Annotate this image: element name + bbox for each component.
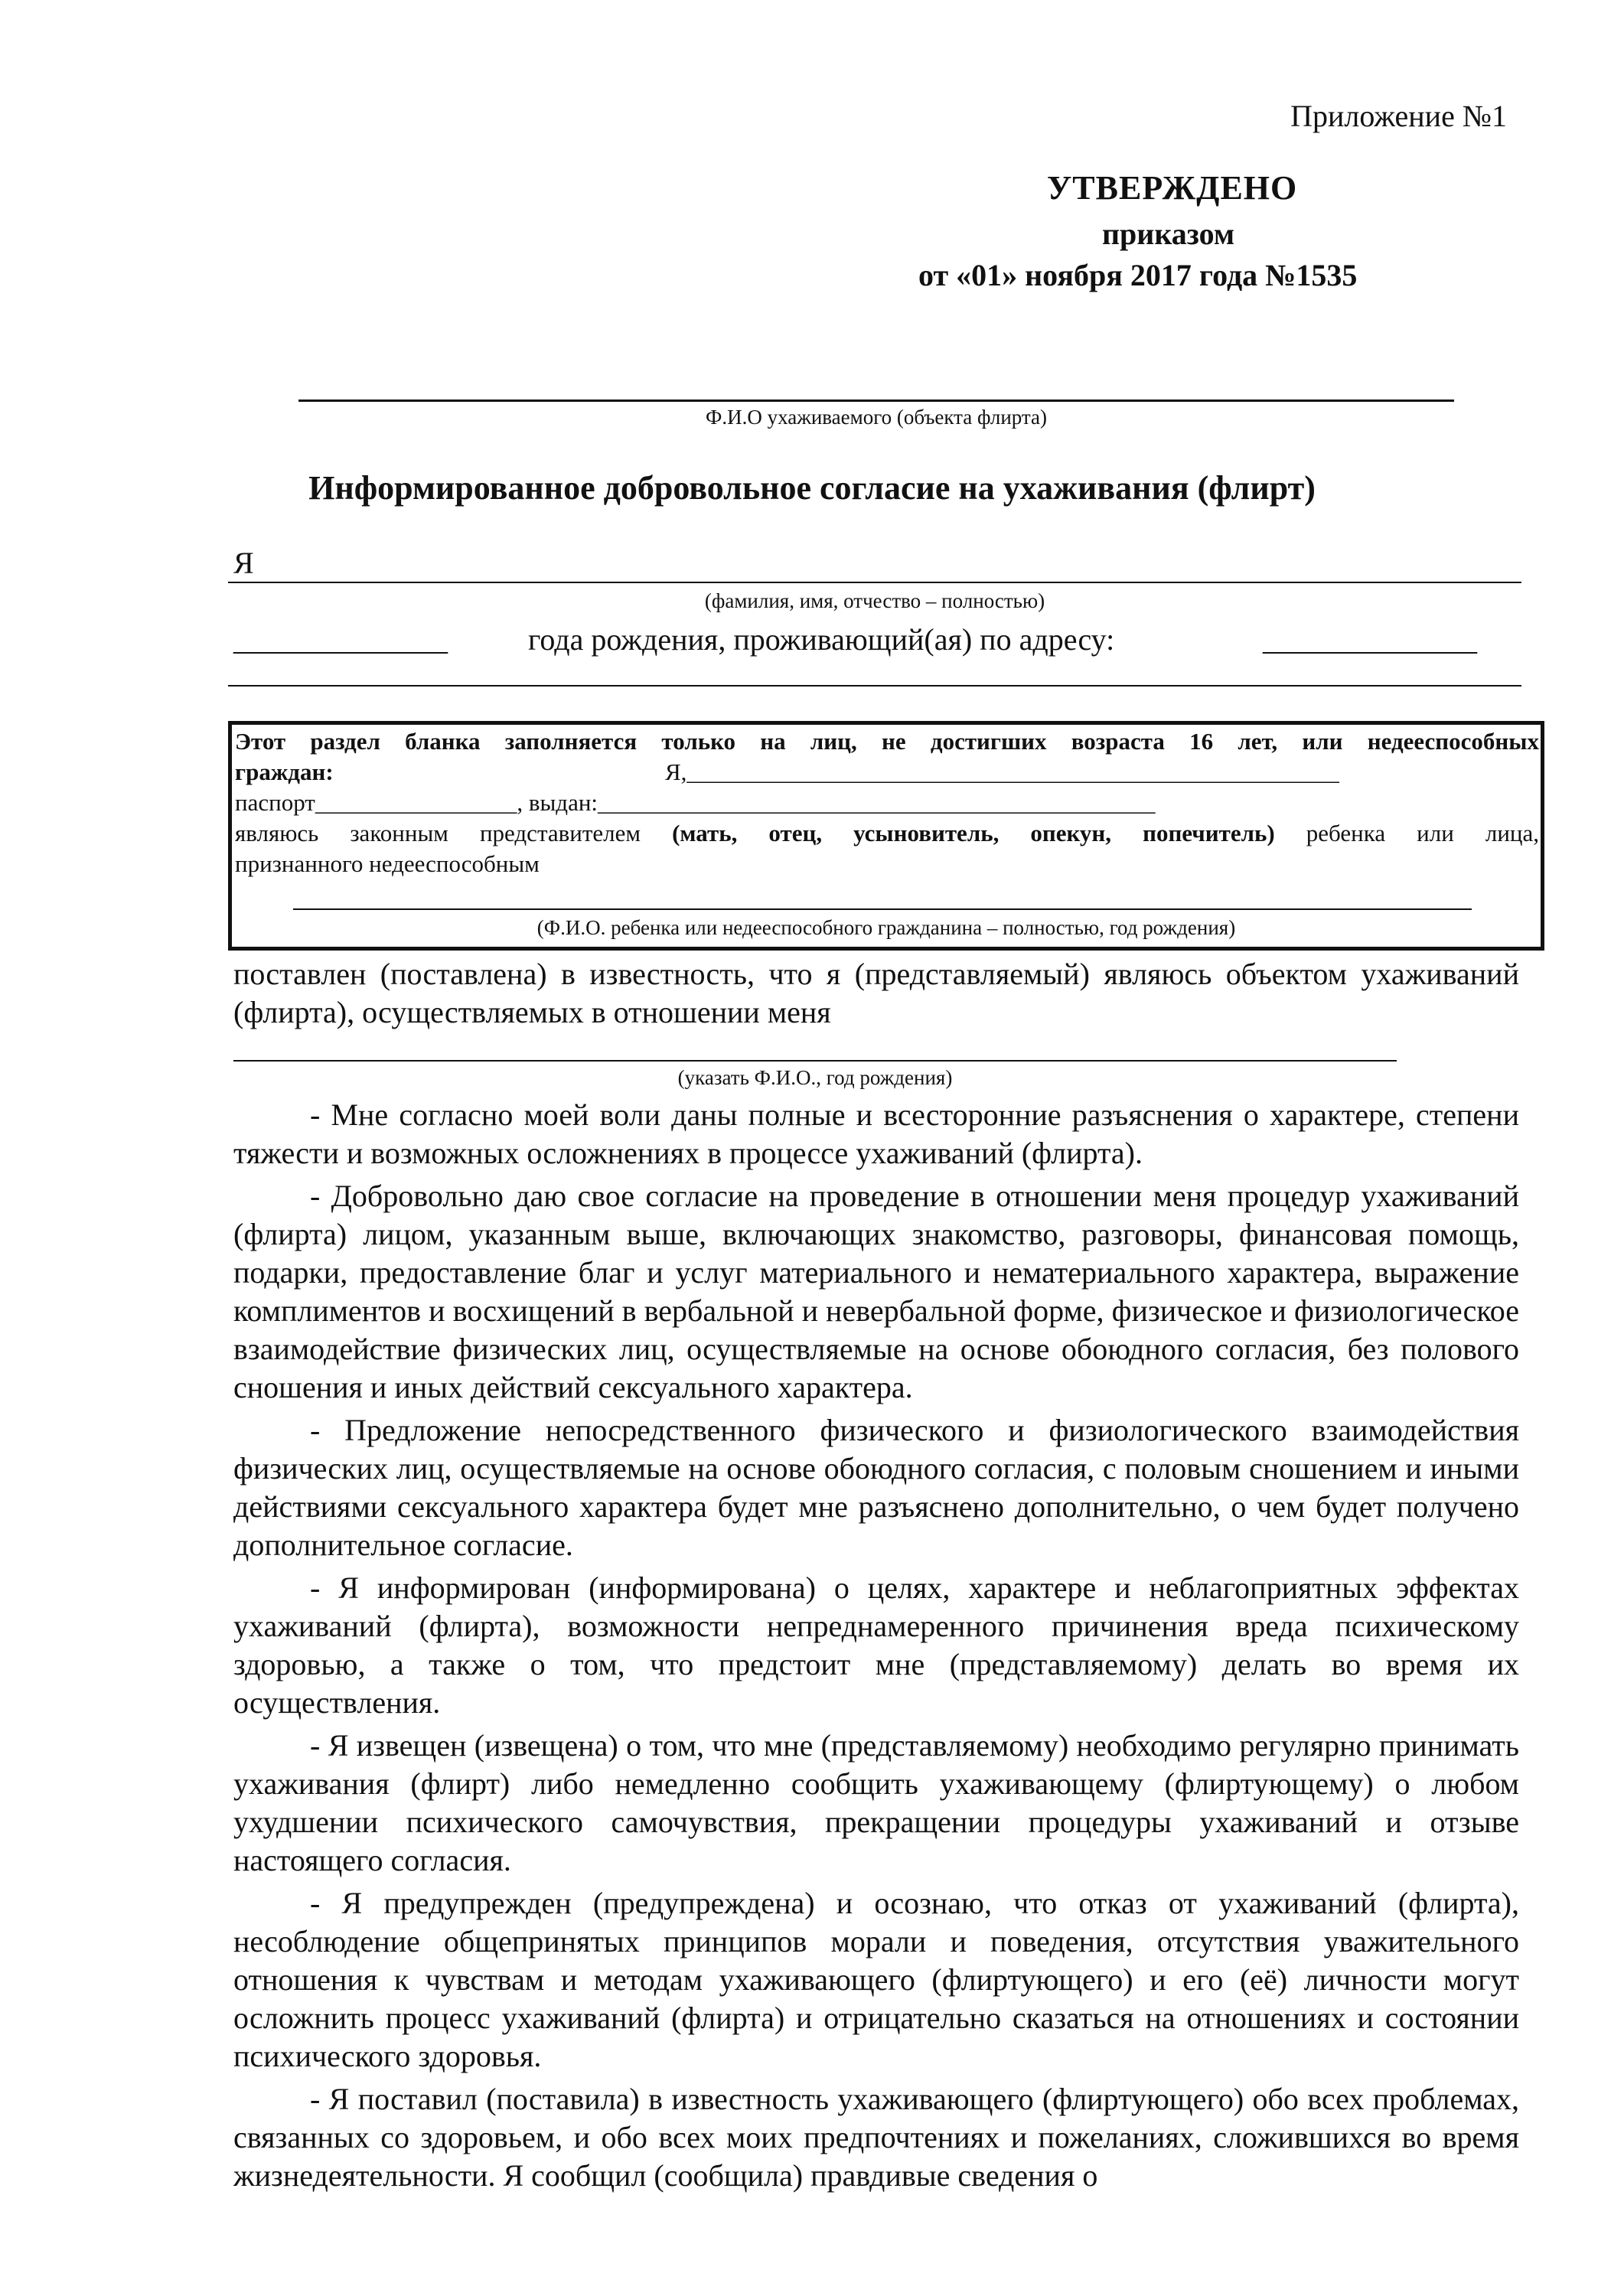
address-line[interactable] bbox=[228, 685, 1521, 687]
consent-paragraph: - Предложение непосредственного физического и физиологического взаимодействия физических лиц, осуществляемые на основе обоюдного согласия, с половым сношением и иными действиями сексуального характера будет мне разъяснено дополнительно, о чем будет получено дополнительное согласие. bbox=[233, 1413, 1519, 1562]
consent-paragraph: - Я информирован (информирована) о целях, характере и неблагоприятных эффектах ухаживаний (флирта), возможности непреднамеренного причинения вреда психическому здоровью, а также о том, что предстоит мне (представляемому) делать во время их осуществления. bbox=[233, 1570, 1519, 1720]
recipient-name-line[interactable] bbox=[298, 400, 1454, 402]
applicant-name-line[interactable] bbox=[228, 582, 1521, 583]
recipient-caption: Ф.И.О ухаживаемого (объекта флирта) bbox=[705, 406, 1048, 429]
notice-paragraph: поставлен (поставлена) в известность, что я (представляемый) являюсь объектом ухаживаний (флирта), осуществляемых в отношении меня bbox=[233, 957, 1519, 1029]
child-name-line[interactable] bbox=[293, 908, 1472, 910]
address-blank[interactable]: ______________ bbox=[1263, 622, 1477, 657]
guardian-section-box bbox=[228, 721, 1544, 951]
notice-text bbox=[233, 955, 1519, 1032]
representative-roles: (мать, отец, усыновитель, опекун, попечитель) bbox=[672, 820, 1275, 846]
appendix-label: Приложение №1 bbox=[1290, 99, 1507, 133]
birth-address-text: года рождения, проживающий(ая) по адресу: bbox=[528, 622, 1115, 657]
consent-paragraph: - Добровольно даю свое согласие на проведение в отношении меня процедур ухаживаний (флирта) лицом, указанным выше, включающих знакомство, разговоры, финансовая помощь, подарки, предоставление благ и услуг материального и нематериального характера, выражение комплиментов и восхищений в вербальной и невербальной форме, физическое и физиологическое взаимодействие физических лиц, осуществляемые на основе обоюдного согласия, без полового сношения и иных действий сексуального характера. bbox=[233, 1179, 1519, 1404]
guardian-box-line1: Этот раздел бланка заполняется только на лиц, не достигших возраста 16 лет, или недееспособных bbox=[235, 728, 1539, 755]
guardian-box-line2-bold: граждан: bbox=[235, 758, 334, 785]
representative-prefix: являюсь законным представителем bbox=[235, 820, 641, 846]
representative-suffix: ребенка или лица, bbox=[1306, 820, 1540, 846]
consent-paragraph: - Я извещен (извещена) о том, что мне (представляемому) необходимо регулярно принимать ухаживания (флирт) либо немедленно сообщить ухаживающему (флиртующему) о любом ухудшении психического самочувствия, прекращении процедуры ухаживаний и отзыве настоящего согласия. bbox=[233, 1728, 1519, 1877]
consent-paragraph: - Мне согласно моей воли даны полные и всесторонние разъяснения о характере, степени тяжести и возможных осложнениях в процессе ухаживаний (флирта). bbox=[233, 1097, 1519, 1170]
notice-name-line[interactable] bbox=[233, 1060, 1397, 1062]
consent-paragraph: - Я поставил (поставила) в известность ухаживающего (флиртующего) обо всех проблемах, связанных со здоровьем, и обо всех моих предпочтениях и пожеланиях, сложившихся во время жизнедеятельности. Я сообщил (сообщила) правдивые сведения о bbox=[233, 2082, 1519, 2193]
approved-title: УТВЕРЖДЕНО bbox=[1047, 169, 1298, 207]
consent-paragraphs bbox=[233, 1096, 1519, 2195]
document-title: Информированное добровольное согласие на ухаживания (флирт) bbox=[308, 469, 1316, 507]
birth-year-blank[interactable]: ______________ bbox=[233, 622, 448, 657]
child-caption: (Ф.И.О. ребенка или недееспособного гражданина – полностью, год рождения) bbox=[536, 916, 1236, 939]
recognized-incapable: признанного недееспособным bbox=[235, 850, 540, 877]
approved-date: от «01» ноября 2017 года №1535 bbox=[918, 258, 1358, 292]
representative-line bbox=[235, 818, 1539, 849]
notice-caption: (указать Ф.И.О., год рождения) bbox=[677, 1066, 953, 1089]
applicant-prefix: Я bbox=[233, 546, 254, 580]
guardian-name-blank[interactable]: Я,_______________________________________________________ bbox=[665, 758, 1339, 785]
applicant-name-caption: (фамилия, имя, отчество – полностью) bbox=[704, 589, 1045, 612]
consent-paragraph: - Я предупрежден (предупреждена) и осознаю, что отказ от ухаживаний (флирта), несоблюдение общепринятых принципов морали и поведения, отсутствия уважительного отношения к чувствам и методам ухаживающего (флиртующего) и его (её) личности могут осложнить процесс ухаживаний (флирта) и отрицательно сказаться на отношениях и состоянии психического здоровья. bbox=[233, 1886, 1519, 2073]
approved-order: приказом bbox=[1102, 217, 1235, 251]
passport-line[interactable]: паспорт_________________, выдан:_______________________________________________ bbox=[235, 789, 1156, 816]
